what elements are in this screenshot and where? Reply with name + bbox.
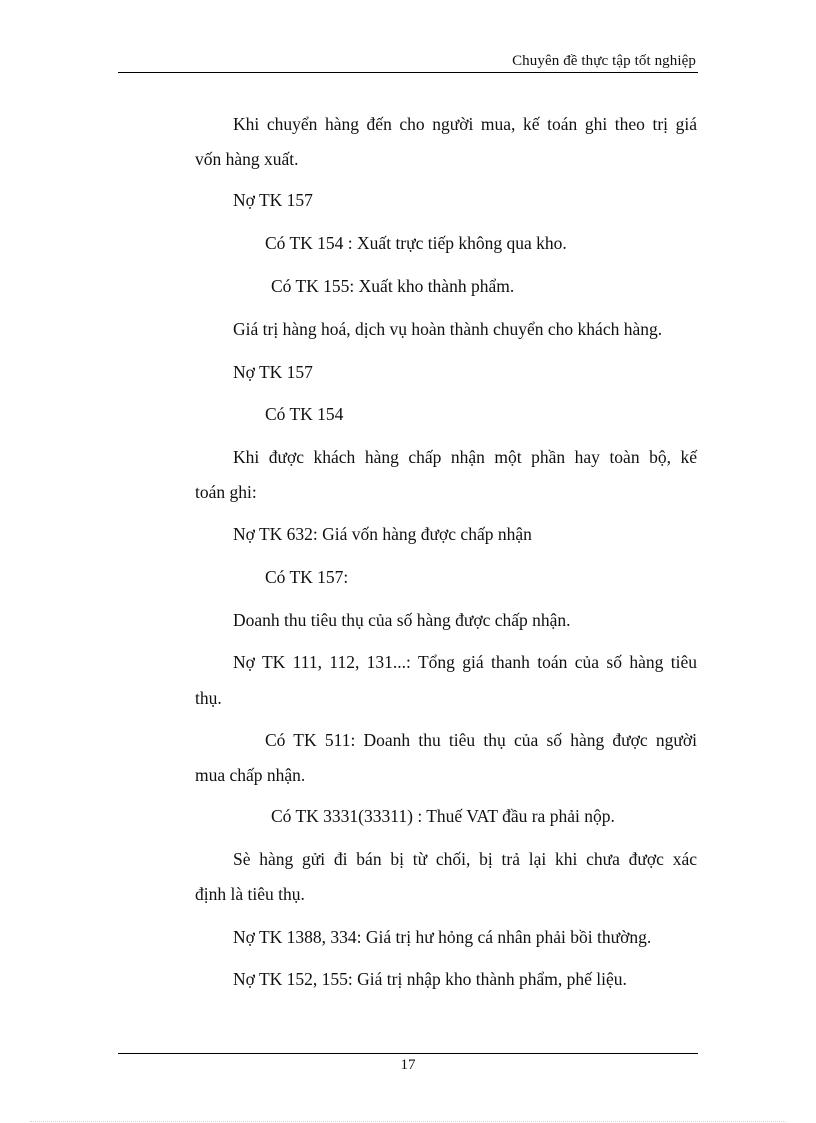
text-line: Có TK 154 : Xuất trực tiếp không qua kho.: [265, 233, 567, 253]
text-line: Có TK 154: [265, 404, 344, 424]
text-line: định là tiêu thụ.: [195, 884, 305, 904]
text-line: Có TK 157:: [265, 567, 349, 587]
text-line: Có TK 511: Doanh thu tiêu thụ của số hàng được người: [265, 730, 697, 750]
text-line: Sè hàng gửi đi bán bị từ chối, bị trả lại khi chưa được xác: [233, 849, 697, 869]
text-line: Nợ TK 157: [233, 362, 313, 382]
text-line: Khi được khách hàng chấp nhận một phần hay toàn bộ, kế: [233, 447, 697, 467]
page-edge-dotted-line: [30, 1121, 786, 1122]
header-title: Chuyên đề thực tập tốt nghiệp: [512, 53, 696, 69]
text-line: Nợ TK 632: Giá vốn hàng được chấp nhận: [233, 524, 532, 544]
text-line: Nợ TK 111, 112, 131...: Tổng giá thanh toán của số hàng tiêu: [233, 652, 697, 672]
text-line: Nợ TK 157: [233, 190, 313, 210]
text-line: Khi chuyển hàng đến cho người mua, kế toán ghi theo trị giá: [233, 114, 697, 134]
text-line: mua chấp nhận.: [195, 765, 306, 785]
footer-divider: [118, 1053, 698, 1054]
text-line: Doanh thu tiêu thụ của số hàng được chấp nhận.: [233, 610, 571, 630]
text-line: Có TK 155: Xuất kho thành phẩm.: [271, 276, 515, 296]
text-line: Nợ TK 152, 155: Giá trị nhập kho thành phẩm, phế liệu.: [233, 969, 627, 989]
text-line: Có TK 3331(33311) : Thuế VAT đầu ra phải nộp.: [271, 806, 615, 826]
text-line: Nợ TK 1388, 334: Giá trị hư hỏng cá nhân phải bồi thường.: [233, 927, 652, 947]
text-line: Giá trị hàng hoá, dịch vụ hoàn thành chuyển cho khách hàng.: [233, 319, 663, 339]
text-line: thụ.: [195, 688, 222, 708]
page-number: 17: [400, 1057, 416, 1073]
header-divider: [118, 72, 698, 73]
text-line: toán ghi:: [195, 482, 257, 502]
text-line: vốn hàng xuất.: [195, 149, 299, 169]
